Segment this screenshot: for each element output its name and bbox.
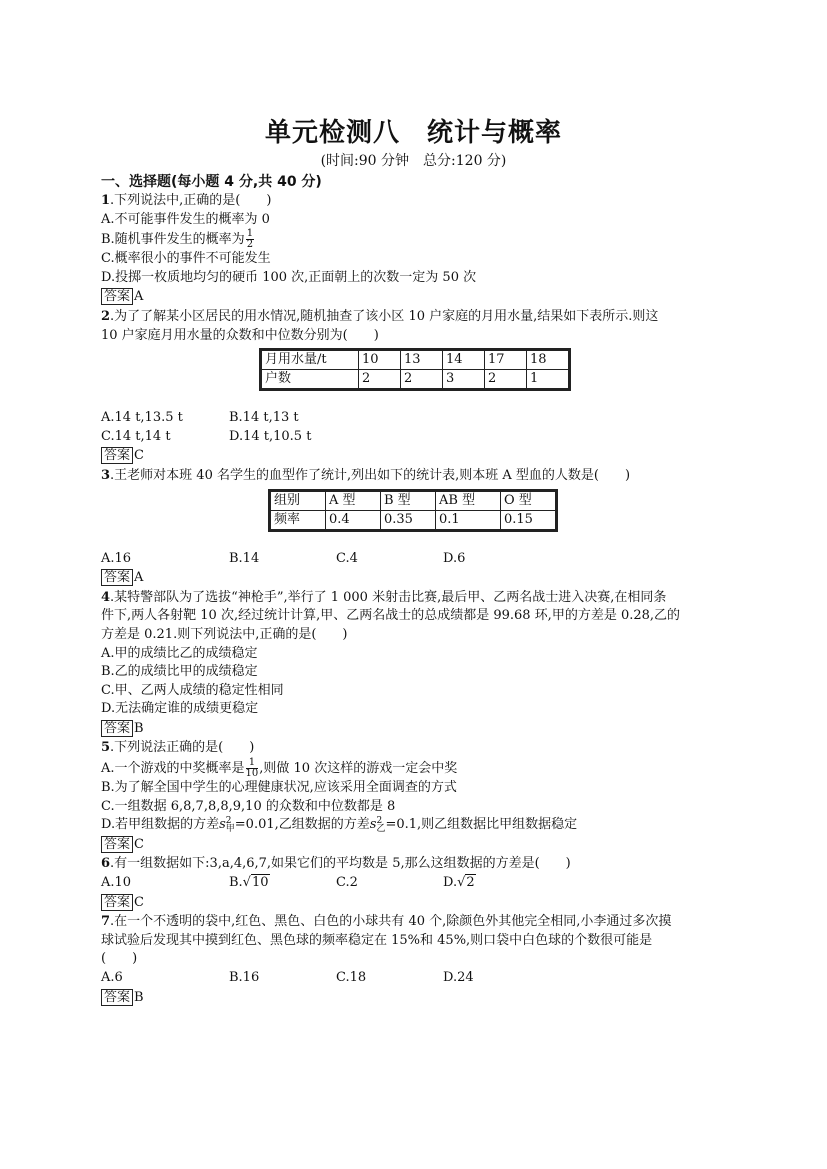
- table-cell: 0.4: [326, 510, 381, 530]
- question-2: [101, 308, 731, 466]
- answer-value: B: [134, 720, 144, 736]
- answer-line: [101, 288, 731, 307]
- answer-label: 答案: [101, 569, 133, 586]
- option-a: A.6: [101, 970, 123, 985]
- question-number: 5: [101, 740, 111, 756]
- option-c: C.一组数据 6,8,7,8,8,9,10 的众数和中位数都是 8: [101, 798, 396, 814]
- option-b: B.14: [229, 550, 260, 566]
- option-c: C.14 t,14 t: [101, 428, 171, 444]
- table-cell: 14: [443, 350, 485, 370]
- sqrt-sign: D.√: [443, 875, 466, 891]
- table-cell: B 型: [381, 490, 436, 510]
- question-stem-cont: 件下,两人各射靶 10 次,经过统计计算,甲、乙两名战士的总成绩都是 99.68 环,甲的方差是 0.28,乙的: [101, 608, 681, 624]
- question-1: [101, 192, 731, 307]
- table-cell: 2: [401, 370, 443, 390]
- answer-value: A: [134, 289, 144, 305]
- option-b: B.16: [229, 970, 260, 985]
- fraction: [246, 229, 254, 250]
- fraction-numerator: 1: [246, 758, 259, 769]
- option-b: B.乙的成绩比甲的成绩稳定: [101, 664, 258, 680]
- option-d-text: =0.01,乙组数据的方差: [234, 817, 370, 833]
- table-cell: 1: [527, 370, 570, 390]
- question-stem: .王老师对本班 40 名学生的血型作了统计,列出如下的统计表,则本班 A 型血的人数是( ): [110, 467, 631, 483]
- fraction-denominator: 2: [246, 239, 254, 251]
- answer-value: B: [134, 989, 144, 1005]
- question-stem: .下列说法中,正确的是( ): [110, 193, 272, 208]
- answer-line: [101, 894, 731, 913]
- answer-line: [101, 447, 731, 466]
- options-row: [101, 550, 731, 569]
- option-b: [229, 874, 336, 893]
- option-d: [101, 816, 731, 835]
- fraction-numerator: 1: [246, 228, 254, 240]
- question-7: [101, 913, 731, 1007]
- table-row: [270, 510, 557, 530]
- superscript: 2: [225, 815, 232, 826]
- question-3: [101, 467, 731, 588]
- table-cell: 户数: [261, 370, 359, 390]
- option-a: A.16: [101, 550, 132, 566]
- question-stem: .下列说法正确的是( ): [110, 740, 255, 756]
- sqrt: [465, 874, 475, 893]
- table-cell: A 型: [326, 490, 381, 510]
- option-a: A.14 t,13.5 t: [101, 410, 183, 426]
- fraction-denominator: 10: [245, 768, 259, 780]
- blood-type-table: [268, 489, 558, 532]
- answer-line: [101, 989, 731, 1008]
- option-d: [443, 874, 476, 893]
- option-a: [101, 758, 731, 779]
- subscript: 乙: [376, 823, 386, 834]
- option-d: D.24: [443, 970, 474, 985]
- table-cell: O 型: [501, 490, 557, 510]
- question-number: 6: [101, 856, 111, 872]
- table-cell: 月用水量/t: [261, 350, 359, 370]
- question-number: 3: [101, 467, 111, 483]
- answer-label: 答案: [101, 836, 133, 853]
- answer-line: [101, 836, 731, 855]
- options-row: [101, 409, 731, 428]
- option-c: C.4: [336, 550, 358, 566]
- option-c: C.甲、乙两人成绩的稳定性相同: [101, 682, 284, 698]
- options-row: [101, 874, 731, 893]
- question-number: 7: [101, 914, 111, 930]
- table-cell: AB 型: [436, 490, 501, 510]
- question-stem: .有一组数据如下:3,a,4,6,7,如果它们的平均数是 5,那么这组数据的方差是( ): [110, 856, 571, 872]
- table-cell: 18: [527, 350, 570, 370]
- question-stem-cont: 10 户家庭月用水量的众数和中位数分别为( ): [101, 327, 379, 343]
- sqrt: [251, 874, 270, 893]
- sub-sup: [226, 817, 235, 833]
- answer-label: 答案: [101, 894, 133, 911]
- option-a: A.甲的成绩比乙的成绩稳定: [101, 645, 258, 661]
- radicand: 10: [251, 875, 269, 891]
- table-cell: 0.35: [381, 510, 436, 530]
- option-b: B.14 t,13 t: [229, 410, 299, 426]
- table-row: [270, 490, 557, 510]
- answer-value: A: [134, 570, 144, 586]
- option-d-text: =0.1,则乙组数据比甲组数据稳定: [385, 817, 578, 833]
- answer-value: C: [134, 448, 144, 464]
- table-cell: 频率: [270, 510, 326, 530]
- page-subtitle: (时间:90 分钟 总分:120 分): [320, 153, 507, 169]
- variance-symbol: s: [219, 817, 226, 833]
- option-b-text: B.随机事件发生的概率为: [101, 232, 245, 248]
- table-cell: 13: [401, 350, 443, 370]
- question-4: [101, 589, 731, 739]
- option-c: C.概率很小的事件不可能发生: [101, 251, 271, 267]
- question-stem: .某特警部队为了选拔“神枪手”,举行了 1 000 米射击比赛,最后甲、乙两名战士进入决赛,在相同条: [110, 589, 667, 605]
- option-d: D.无法确定谁的成绩更稳定: [101, 701, 259, 717]
- option-a: A.10: [101, 875, 132, 891]
- option-b: [101, 229, 731, 250]
- subscript: 甲: [225, 823, 235, 834]
- option-c: C.18: [336, 970, 367, 985]
- option-a-text: A.一个游戏的中奖概率是: [101, 761, 245, 777]
- question-stem-cont: 方差是 0.21.则下列说法中,正确的是( ): [101, 626, 348, 642]
- answer-value: C: [134, 894, 144, 910]
- table-cell: 0.1: [436, 510, 501, 530]
- option-d-text: D.若甲组数据的方差: [101, 817, 220, 833]
- question-number: 4: [101, 589, 111, 605]
- question-number: 1: [101, 193, 111, 208]
- answer-line: [101, 569, 731, 588]
- question-stem: .在一个不透明的袋中,红色、黑色、白色的小球共有 40 个,除颜色外其他完全相同,小李通过多次摸: [110, 914, 672, 930]
- answer-label: 答案: [101, 989, 133, 1006]
- option-c: C.2: [336, 875, 358, 891]
- table-cell: 17: [485, 350, 527, 370]
- section-heading: 一、选择题(每小题 4 分,共 40 分): [101, 174, 322, 190]
- superscript: 2: [376, 815, 383, 826]
- table-row: [261, 350, 570, 370]
- table-cell: 0.15: [501, 510, 557, 530]
- content-body: [101, 172, 731, 1008]
- options-row: [101, 428, 731, 447]
- question-number: 2: [101, 308, 111, 324]
- table-cell: 3: [443, 370, 485, 390]
- answer-line: [101, 720, 731, 739]
- variance-symbol: s: [369, 817, 377, 833]
- answer-label: 答案: [101, 447, 133, 464]
- option-b: B.为了解全国中学生的心理健康状况,应该采用全面调查的方式: [101, 780, 457, 796]
- question-stem: .为了了解某小区居民的用水情况,随机抽查了该小区 10 户家庭的月用水量,结果如下表所示.则这: [110, 308, 659, 324]
- option-d: D.14 t,10.5 t: [229, 428, 312, 444]
- answer-value: C: [134, 836, 144, 852]
- option-a: A.不可能事件发生的概率为 0: [101, 211, 270, 227]
- table-cell: 2: [485, 370, 527, 390]
- option-d: D.6: [443, 550, 466, 566]
- fraction: [246, 758, 259, 779]
- table-cell: 2: [359, 370, 401, 390]
- question-stem-cont: 球试验后发现其中摸到红色、黑色球的频率稳定在 15%和 45%,则口袋中白色球的个数很可能是: [101, 932, 653, 948]
- page-title: 单元检测八 统计与概率: [264, 118, 562, 148]
- table-cell: 组别: [270, 490, 326, 510]
- water-usage-table: [259, 348, 571, 391]
- question-6: [101, 855, 731, 912]
- table-row: [261, 370, 570, 390]
- option-d: D.投掷一枚质地均匀的硬币 100 次,正面朝上的次数一定为 50 次: [101, 269, 477, 285]
- question-stem-cont: ( ): [101, 951, 138, 967]
- question-5: [101, 739, 731, 854]
- answer-label: 答案: [101, 288, 133, 305]
- options-row: [101, 969, 731, 988]
- sqrt-sign: B.√: [229, 875, 251, 891]
- radicand: 2: [466, 875, 475, 891]
- answer-label: 答案: [101, 720, 133, 737]
- option-a-suffix: ,则做 10 次这样的游戏一定会中奖: [259, 761, 458, 777]
- table-cell: 10: [359, 350, 401, 370]
